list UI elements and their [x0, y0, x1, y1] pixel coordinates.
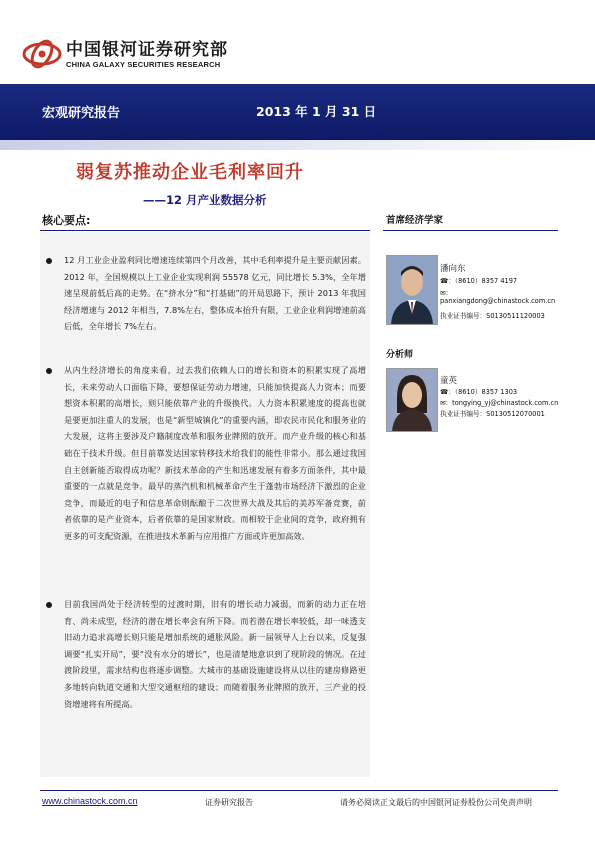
chief-economist-heading: 首席经济学家 [386, 215, 444, 226]
analyst-email-text[interactable]: tongying_yj@chinastock.com.cn [452, 399, 559, 407]
key-points-heading: 核心要点: [42, 214, 91, 227]
website-link[interactable]: www.chinastock.com.cn [42, 796, 138, 806]
analyst-email[interactable]: ✉：tongying_yj@chinastock.com.cn [440, 399, 559, 407]
chief-economist-phone: ☎：（8610）8357 4197 [440, 277, 518, 285]
analyst-cert: 执业证书编号：S0130512070001 [440, 410, 545, 418]
report-date: 2013 年 1 月 31 日 [256, 104, 377, 119]
logo-chinese: 中国银河证券研究部 [66, 39, 228, 60]
header-banner [0, 84, 595, 140]
logo-english: CHINA GALAXY SECURITIES RESEARCH [66, 59, 221, 69]
banner-gradient [0, 140, 595, 150]
bullet-icon [46, 258, 52, 264]
report-type: 宏观研究报告 [42, 106, 121, 121]
report-title: 弱复苏推动企业毛利率回升 [76, 162, 304, 183]
divider [40, 230, 370, 231]
chief-economist-name: 潘向东 [440, 264, 466, 274]
bullet-text: 从内生经济增长的角度来看，过去我们依赖人口的增长和资本的积累实现了高增长，未来劳动人口面临下降，要想保证劳动力增速，只能加快提高人力资本；而要想资本积累的高增长，则只能依靠产业的升级换代。人力资本积累速度的提高也就是要更加注重人的发展，也是“新型城镇化”的重要内涵，即农民市民化和服务业的大发展，这将主要涉及户籍制度改革和服务业牌照的放开。而产业升级的核心和基础在于技术升级。但目前靠发达国家转移技术给我们的能性非常小。那么通过我国自主创新能否取得成功呢？新技术革命的产生和迅速发展有着多方面条件，其中最重要的一点就是竞争。最早的蒸汽机和机械革命产生于蓬勃市场经济下激烈的企业竞争，而最近的电子和信息革命则酝酿于二次世界大战及其后的美苏军备竞赛，前者依靠的是产业资本，后者依靠的是国家财政。而相较于企业间的竞争，政府拥有更多的可支配资源，在推进技术革新与应用推广方面或许更加高效。 [64, 365, 366, 541]
bullet-icon [46, 602, 52, 608]
footer-divider [40, 790, 558, 791]
mail-icon: ✉： [440, 289, 453, 297]
company-logo [22, 38, 228, 70]
report-subtitle: ——12 月产业数据分析 [143, 193, 267, 207]
analyst-heading: 分析师 [386, 350, 414, 360]
analyst-photo [386, 368, 438, 432]
divider [383, 230, 558, 231]
chief-economist-cert: 执业证书编号：S0130511120003 [440, 312, 545, 320]
galaxy-logo-icon [22, 38, 62, 70]
bullet-text: 12 月工业企业盈利同比增速连续第四个月改善，其中毛利率提升是主要贡献因素。2012 年，全国规模以上工业企业实现利润 55578 亿元，同比增长 5.3%，全年增速呈现前低后高的走势。在“挤水分”和“打基础”的开局思路下，预计 2013 年我国经济增速与 2012 年相当，7.8%左右，整体成本抬升有限，工业企业利润增速前高后低，全年增长 7%左右。 [64, 255, 366, 332]
analyst-name: 童英 [440, 376, 458, 386]
chief-economist-photo [386, 255, 438, 325]
key-points-panel [40, 232, 370, 777]
bullet-icon [46, 368, 52, 374]
analyst-phone: ☎：（8610）8357 1303 [440, 388, 518, 396]
footer-label: 证券研究报告 [205, 798, 253, 807]
bullet-text: 目前我国尚处于经济转型的过渡时期，旧有的增长动力减弱，而新的动力正在培育、尚未成型，经济的潜在增长率会有所下降。而若潜在增长率较低，却一味透支旧动力追求高增长则只能是增加系统的通胀风险。新一届领导人上台以来，反复强调要“扎实开局”，要“没有水分的增长”，也是清楚地意识到了现阶段的情况。在过渡阶段里，需求结构也将逐步调整。大城市的基础设施建设将从以往的建房修路更多地转向轨道交通和大型交通枢纽的建设；而随着服务业牌照的放开，三产业的投资增速将有所提高。 [64, 599, 366, 709]
footer-disclaimer: 请务必阅读正文最后的中国银河证券股份公司免责声明 [340, 798, 532, 807]
chief-economist-email[interactable]: panxiangdong@chinastock.com.cn [440, 297, 556, 305]
